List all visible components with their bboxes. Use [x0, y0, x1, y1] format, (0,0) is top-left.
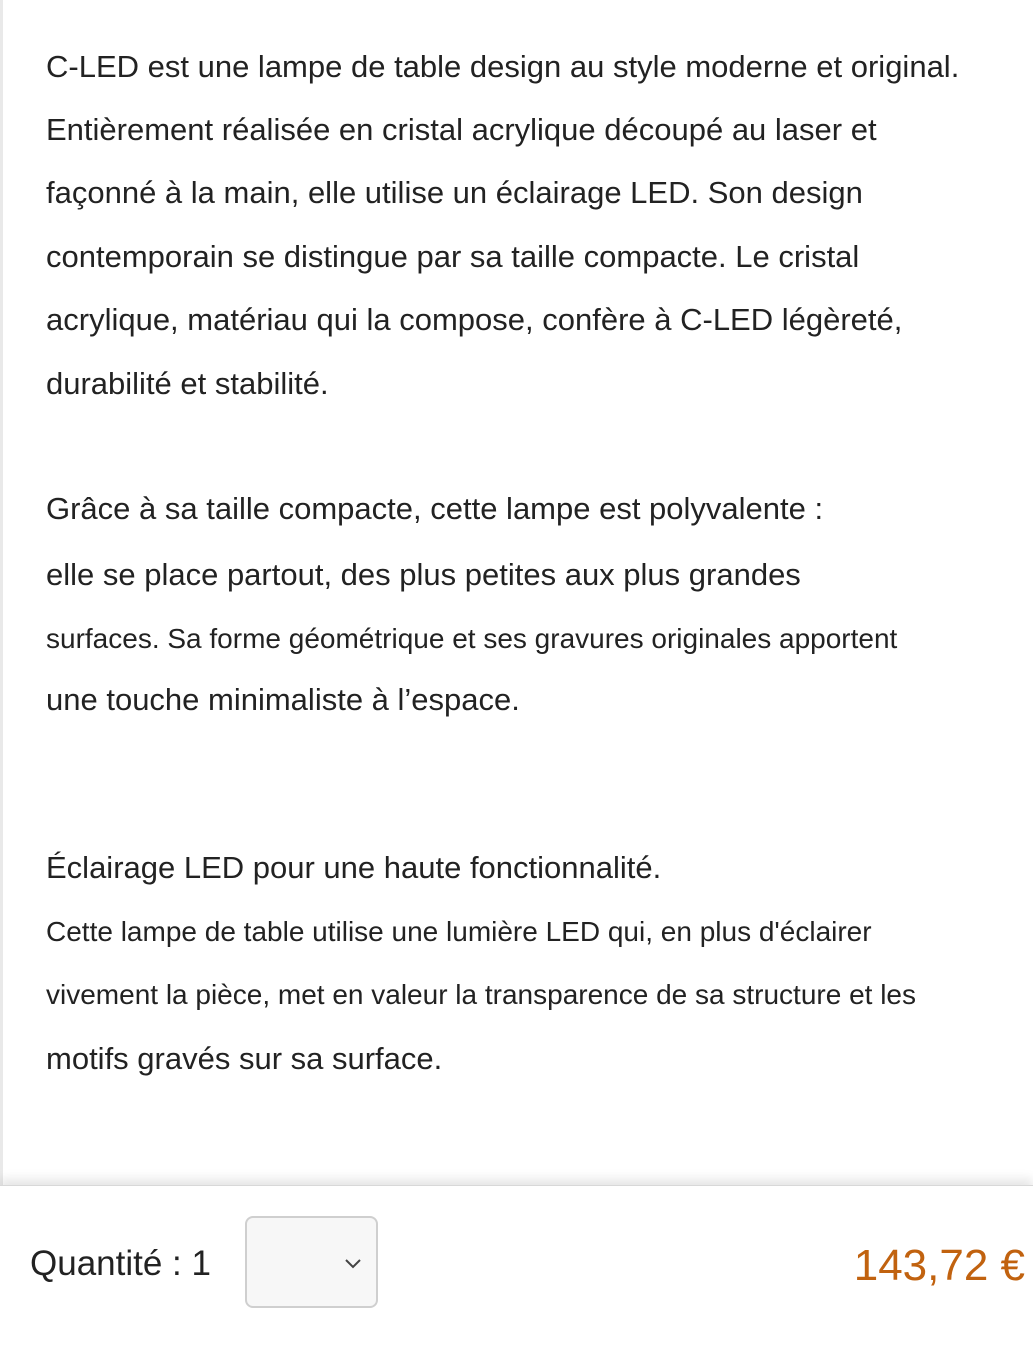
description-line: acrylique, matériau qui la compose, confère à C-LED légèreté, — [46, 302, 903, 337]
chevron-down-icon — [342, 1252, 364, 1274]
description-line: Entièrement réalisée en cristal acrylique découpé au laser et — [46, 112, 877, 147]
price: 143,72 € — [853, 1241, 1025, 1290]
description-line: durabilité et stabilité. — [46, 366, 329, 401]
description-line: façonné à la main, elle utilise un éclairage LED. Son design — [46, 175, 863, 210]
purchase-bar — [0, 1185, 1033, 1350]
description-line: une touche minimaliste à l’espace. — [46, 682, 520, 717]
section-heading: Éclairage LED pour une haute fonctionnalité. — [46, 850, 662, 885]
description-line: C-LED est une lampe de table design au style moderne et original. — [46, 49, 960, 84]
description-line: vivement la pièce, met en valeur la transparence de sa structure et les — [46, 979, 916, 1010]
description-line: contemporain se distingue par sa taille compacte. Le cristal — [46, 239, 860, 274]
description-line: surfaces. Sa forme géométrique et ses gravures originales apportent — [46, 623, 898, 654]
description-line: Grâce à sa taille compacte, cette lampe est polyvalente : — [46, 491, 824, 526]
description-line: motifs gravés sur sa surface. — [46, 1041, 443, 1076]
quantity-label: Quantité : 1 — [30, 1244, 211, 1283]
description-line: Cette lampe de table utilise une lumière LED qui, en plus d'éclairer — [46, 916, 872, 947]
quantity-select[interactable] — [245, 1216, 378, 1308]
description-line: elle se place partout, des plus petites aux plus grandes — [46, 557, 801, 592]
